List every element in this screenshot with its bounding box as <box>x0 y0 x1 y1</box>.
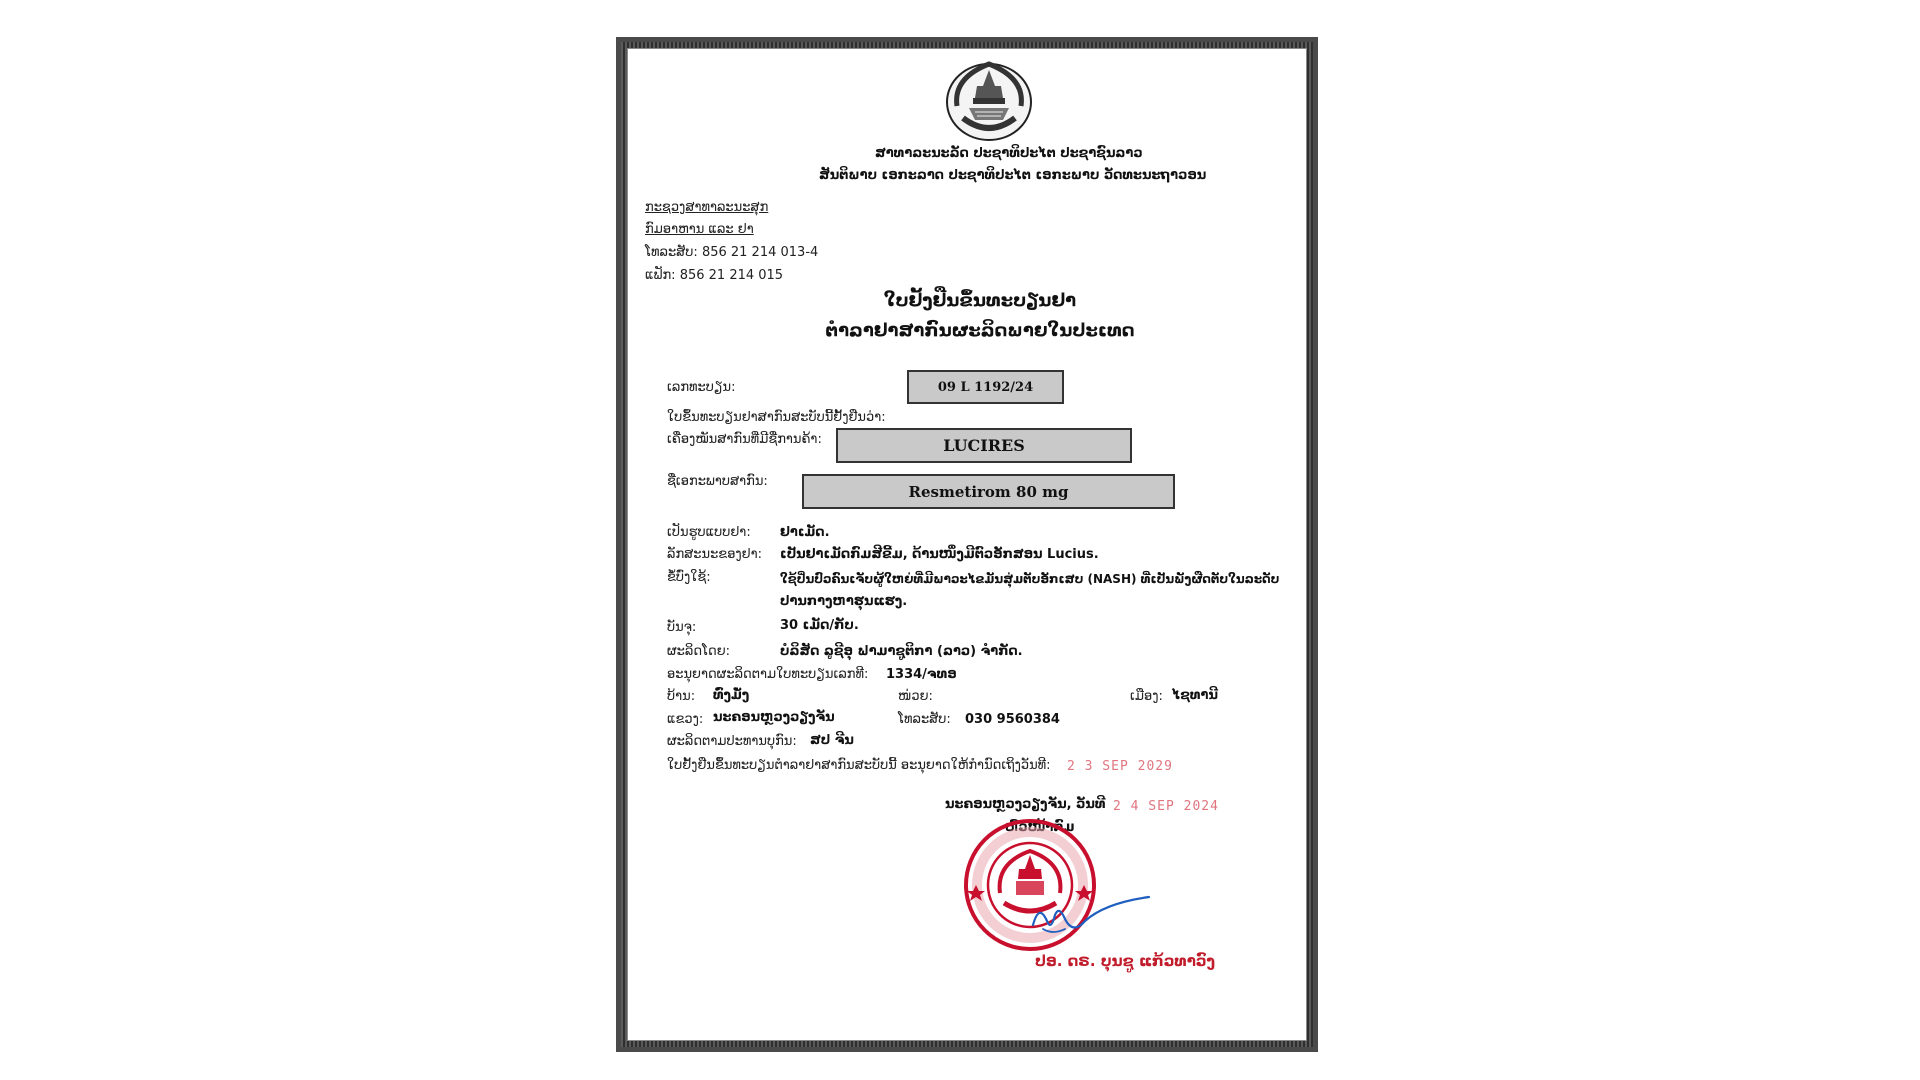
signer-position: ຫົວໜ້າກົມ <box>1005 820 1075 835</box>
brand-label: ເຄື່ອງໝັນສາກົນທີ່ມີຊື່ການຄ້າ: <box>667 432 822 447</box>
certificate-subtitle: ຕຳລາຢາສາກົນຜະລິດພາຍໃນປະເທດ <box>825 320 1135 341</box>
manufacturer-value: ບໍລິສັດ ລູຊີອຸ ຟາມາຊູຕິກາ (ລາວ) ຈຳກັດ. <box>780 644 1023 659</box>
manufacturer-label: ຜະລິດໂດຍ: <box>667 644 731 659</box>
signing-date-stamp: 2 4 SEP 2024 <box>1113 799 1219 814</box>
district-value: ໄຊທານີ <box>1172 688 1218 703</box>
national-motto: ສັນຕິພາບ ເອກະລາດ ປະຊາທິປະໄຕ ເອກະພາບ ວັດທະນະຖາວອນ <box>819 168 1207 183</box>
tel-value: 030 9560384 <box>965 712 1060 727</box>
generic-name-box: Resmetirom 80 mg <box>802 474 1175 509</box>
license-by-value: ສປ ຈີນ <box>810 733 854 748</box>
province-value: ນະຄອນຫຼວງວຽງຈັນ <box>713 710 835 725</box>
national-emblem <box>943 58 1035 142</box>
license-by-label: ຜະລິດຕາມປະທານບຸກົນ: <box>667 734 797 749</box>
reg-no-box: 09 L 1192/24 <box>907 370 1064 404</box>
issuer-phone: ໂທລະສັບ: 856 21 214 013-4 <box>645 245 819 260</box>
village-value: ທົ່ງມັ່ງ <box>713 688 750 703</box>
pack-value: 30 ເມັດ/ກັບ. <box>780 618 859 633</box>
district-label: ເມືອງ: <box>1130 689 1163 704</box>
ministry-name: ກະຊວງສາທາລະນະສຸກ <box>645 200 769 215</box>
signer-name: ປອ. ດຣ. ບຸນຊູ ແກ້ວທາວົງ <box>1035 952 1216 970</box>
unit-label: ໜ່ວຍ: <box>898 689 933 704</box>
validity-date-stamp: 2 3 SEP 2029 <box>1067 759 1173 774</box>
tel-label: ໂທລະສັບ: <box>898 712 951 727</box>
issuer-fax: ແຟັກ: 856 21 214 015 <box>645 268 784 283</box>
description-label: ລັກສະນະຂອງຢາ: <box>667 547 763 562</box>
certificate-title: ໃບຢັ້ງຢືນຂຶ້ນທະບຽນຢາ <box>883 290 1077 311</box>
generic-label: ຊື່ເອກະພາບສາກົນ: <box>667 474 768 489</box>
village-label: ບ້ານ: <box>667 689 696 704</box>
license-label: ອະນຸຍາດຜະລິດຕາມໃບທະບຽນເລກທີ: <box>667 667 869 682</box>
handwritten-signature <box>1025 885 1155 945</box>
form-label: ເປັນຮູບແບບຢາ: <box>667 525 751 540</box>
description-value: ເປັນຢາເມັດກົມສີຂີ້ມ, ດ້ານໜຶ່ງມີຕົວອັກສອນ Lucius. <box>780 547 1099 562</box>
indication-label: ຂໍ້ບົ່ງໃຊ້: <box>667 570 711 585</box>
signing-place-label: ນະຄອນຫຼວງວຽງຈັນ, ວັນທີ <box>945 797 1106 812</box>
form-value: ຢາເມັດ. <box>780 525 830 540</box>
certify-label: ໃບຂຶ້ນທະບຽນຢາສາກົນສະບັບນີ້ຢັ້ງຢືນວ່າ: <box>667 410 886 425</box>
validity-label: ໃບຢັ້ງຢືນຂຶ້ນທະບຽນຕຳລາຢາສາກົນສະບັບນີ້ ອະນຸຍາດໃຫ້ກຳນົດເຖິງວັນທີ: <box>667 758 1051 773</box>
reg-no-label: ເລກທະບຽນ: <box>667 380 736 395</box>
brand-name-box: LUCIRES <box>836 428 1132 463</box>
indication-value-2: ປານກາງຫາຮຸນແຮງ. <box>780 594 908 609</box>
license-value: 1334/ຈທອ <box>886 667 957 682</box>
department-name: ກົມອາຫານ ແລະ ຢາ <box>645 222 754 237</box>
pack-label: ບັນຈຸ: <box>667 620 697 635</box>
province-label: ແຂວງ: <box>667 712 704 727</box>
indication-value-1: ໃຊ້ປິ່ນປົວຄົນເຈັບຜູ້ໃຫຍ່ທີ່ມີພາວະໄຂມັນສຸ່ມຕັບອັກເສບ (NASH) ທີ່ເປັນພັງຜືດຕັບໃນລະດັບ <box>780 572 1280 586</box>
country-name: ສາທາລະນະລັດ ປະຊາທິປະໄຕ ປະຊາຊົນລາວ <box>875 146 1143 161</box>
